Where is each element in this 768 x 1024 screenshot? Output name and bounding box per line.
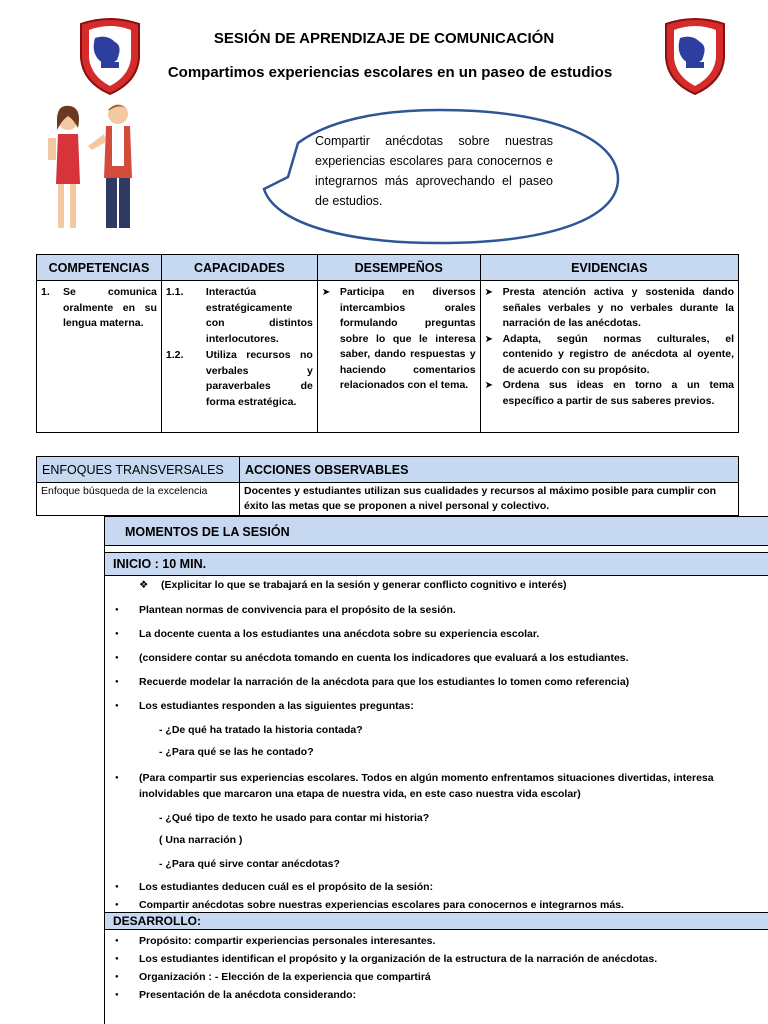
capacidad-number: 1.2. (165, 349, 184, 361)
competencia-cell (37, 281, 162, 433)
enfoques-table (36, 456, 739, 516)
question-line: - ¿Para qué se las he contado? (159, 746, 314, 758)
desarrollo-line: ● Organización : - Elección de la experiencia que compartirá (139, 971, 431, 983)
desarrollo-line: ● Los estudiantes identifican el propósito y la organización de la estructura de la narración de anécdotas. (139, 953, 657, 965)
inicio-line: (Explicitar lo que se trabajará en la sesión y generar conflicto cognitivo e interés) (161, 579, 567, 591)
desempenos-cell (317, 281, 480, 433)
inicio-header: INICIO : 10 MIN. (105, 552, 768, 576)
evidencia-text: Ordena sus ideas en torno a un tema específico a partir de sus saberes previos. (502, 379, 734, 407)
bubble-purpose-text: Compartir anécdotas sobre nuestras experiencias escolares para conocernos e integrarnos más aprovechando el paseo de estudios. (315, 134, 553, 208)
arrow-bullet-icon: ➤ (484, 380, 493, 391)
competencias-table (36, 254, 739, 433)
competencia-text: Se comunica oralmente en su lengua materna. (63, 286, 157, 329)
inicio-line: ● Plantean normas de convivencia para el propósito de la sesión. (139, 604, 456, 616)
col-header-competencias: COMPETENCIAS (37, 255, 162, 281)
diamond-bullet-icon: ❖ (139, 579, 149, 591)
inicio-line: ● Los estudiantes responden a las siguientes preguntas: (139, 700, 414, 712)
school-crest-logo-right (662, 16, 728, 96)
arrow-bullet-icon: ➤ (484, 287, 493, 298)
col-header-capacidades: CAPACIDADES (161, 255, 317, 281)
arrow-bullet-icon: ➤ (484, 333, 493, 345)
question-line: - ¿Para qué sirve contar anécdotas? (159, 858, 340, 870)
momentos-header: MOMENTOS DE LA SESIÓN (105, 516, 768, 546)
col-header-evidencias: EVIDENCIAS (480, 255, 738, 281)
capacidad-text: Interactúa estratégicamente con distintos interlocutores. (205, 286, 313, 345)
desarrollo-line: ● Presentación de la anécdota considerando: (139, 989, 356, 1001)
school-crest-logo-left (77, 16, 143, 96)
col-header-acciones: ACCIONES OBSERVABLES (240, 457, 739, 483)
inicio-line: ● La docente cuenta a los estudiantes una anécdota sobre su experiencia escolar. (139, 628, 539, 640)
competencia-number: 1. (41, 286, 50, 298)
inicio-line-continued: inolvidables que marcaron una etapa de nuestra vida, en este caso nuestra vida escolar) (139, 788, 581, 800)
inicio-line: ● Compartir anécdotas sobre nuestras experiencias escolares para conocernos e integrarnos más. (139, 899, 624, 911)
inicio-line: ● Los estudiantes deducen cuál es el propósito de la sesión: (139, 881, 433, 893)
inicio-line: ● Recuerde modelar la narración de la anécdota para que los estudiantes lo tomen como referencia) (139, 676, 629, 688)
question-line: - ¿De qué ha tratado la historia contada? (159, 724, 363, 736)
teachers-illustration (44, 100, 149, 240)
question-line: - ¿Qué tipo de texto he usado para contar mi historia? (159, 812, 430, 824)
desempeno-text: Participa en diversos intercambios orales formulando preguntas sobre lo que le interesa saber, dando respuestas y haciendo comentarios relacionados con el tema. (339, 286, 476, 391)
arrow-bullet-icon: ➤ (321, 287, 331, 298)
desarrollo-line: ● Propósito: compartir experiencias personales interesantes. (139, 935, 435, 947)
momentos-section (104, 516, 768, 1024)
inicio-line: ● (considere contar su anécdota tomando en cuenta los indicadores que evaluará a los estudiantes. (139, 652, 629, 664)
capacidad-number: 1.1. (165, 286, 184, 298)
evidencia-text: Presta atención activa y sostenida dando señales verbales y no verbales durante la narración de las anécdotas. (502, 286, 734, 329)
answer-line: ( Una narración ) (159, 834, 243, 846)
document-title: SESIÓN DE APRENDIZAJE DE COMUNICACIÓN (213, 30, 555, 47)
col-header-desempenos: DESEMPEÑOS (317, 255, 480, 281)
capacidad-text: Utiliza recursos no verbales y paraverbales de forma estratégica. (205, 349, 313, 408)
col-header-enfoques: ENFOQUES TRANSVERSALES (37, 457, 240, 483)
evidencias-cell (480, 281, 738, 433)
accion-cell: Docentes y estudiantes utilizan sus cualidades y recursos al máximo posible para cumplir con éxito las metas que se proponen a nivel personal y colectivo. (240, 483, 739, 516)
document-subtitle: Compartimos experiencias escolares en un paseo de estudios (167, 64, 613, 81)
evidencia-text: Adapta, según normas culturales, el contenido y registro de anécdota al oyente, de acuerdo con su propósito. (502, 332, 734, 376)
inicio-line: ● (Para compartir sus experiencias escolares. Todos en algún momento enfrentamos situaciones divertidas, interesa (139, 772, 714, 784)
capacidades-cell (161, 281, 317, 433)
desarrollo-header: DESARROLLO: (105, 912, 768, 930)
enfoque-cell: Enfoque búsqueda de la excelencia (37, 483, 240, 516)
